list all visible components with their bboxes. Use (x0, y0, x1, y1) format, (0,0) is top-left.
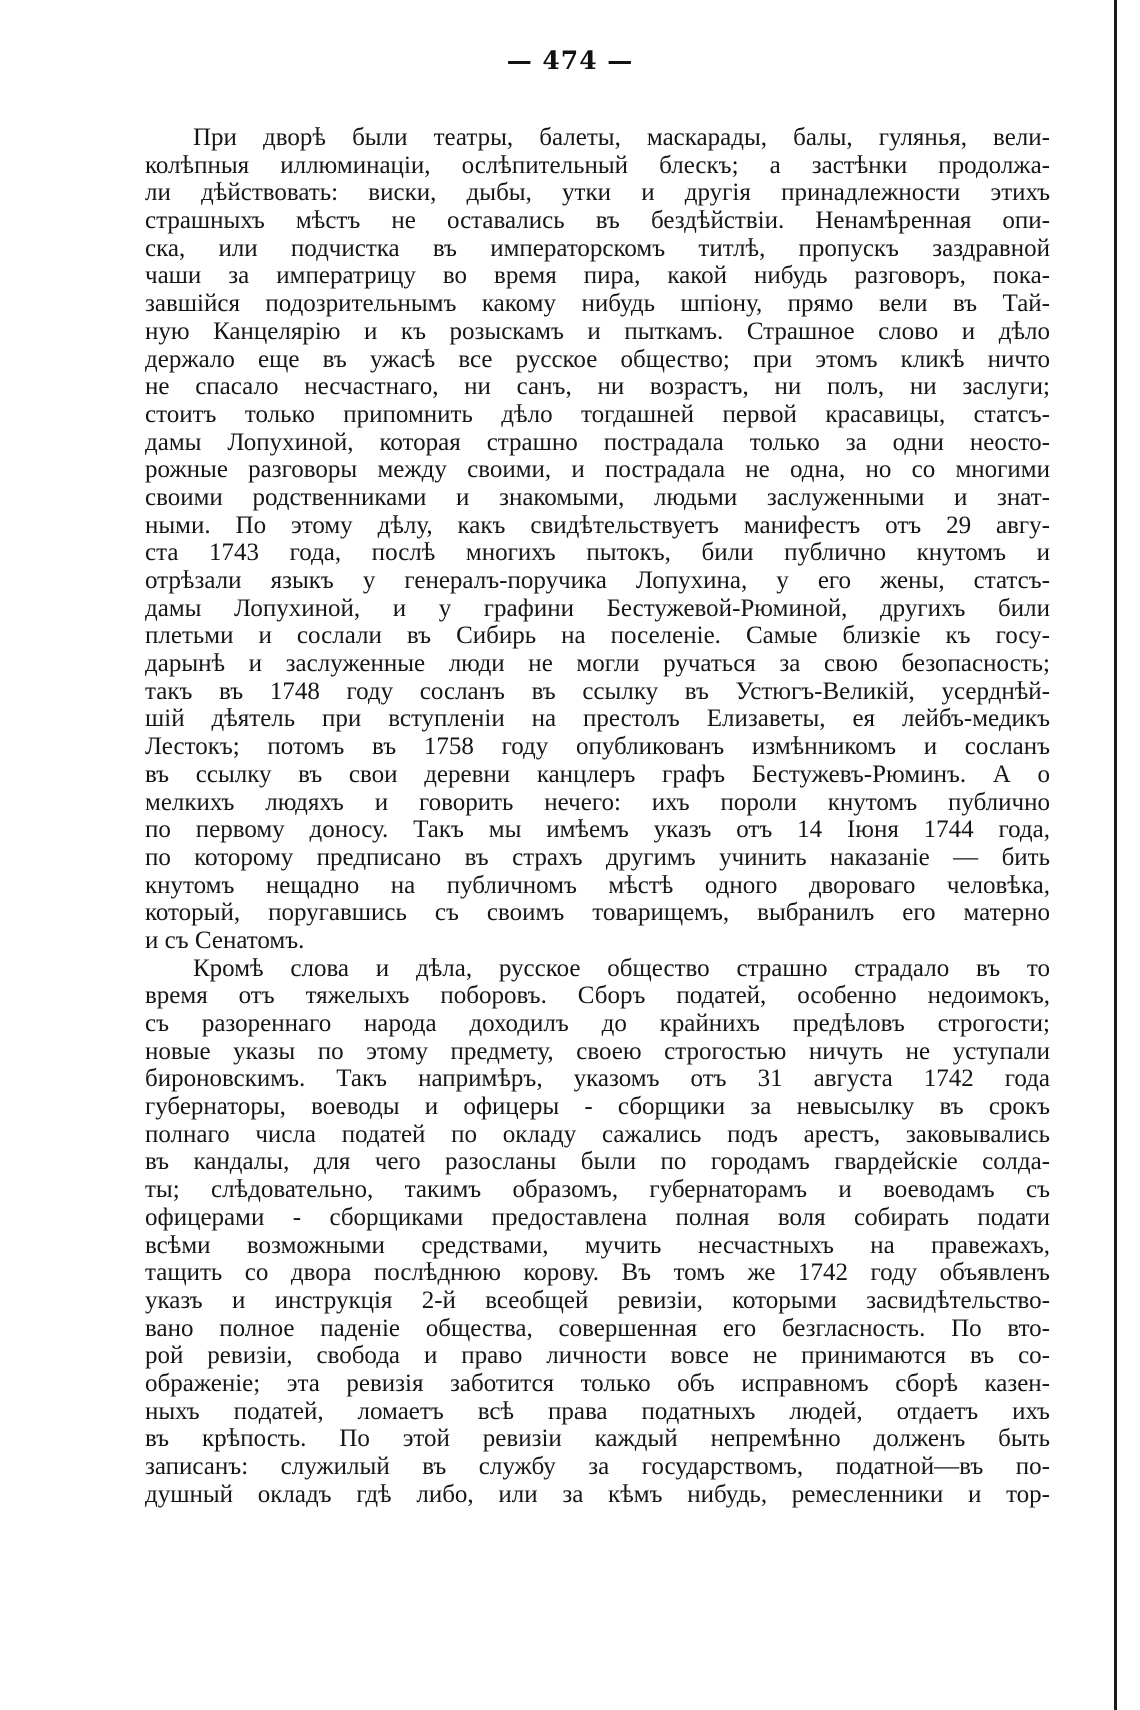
text-line: кнутомъ нещадно на публичномъ мѣстѣ одного двороваго человѣка, (145, 871, 1050, 899)
text-line: ную Канцелярію и къ розыскамъ и пыткамъ. Страшное слово и дѣло (145, 317, 1050, 345)
text-line: вано полное паденіе общества, совершенная его безгласность. По вто- (145, 1314, 1050, 1342)
text-line: который, поругавшись съ своимъ товарищемъ, выбранилъ его матерно (145, 899, 1050, 927)
text-line: колѣпныя иллюминаціи, ослѣпительный блескъ; а застѣнки продолжа- (145, 151, 1050, 179)
text-line: Кромѣ слова и дѣла, русское общество страшно страдало въ то (193, 954, 1050, 982)
text-line: плетьми и сослали въ Сибирь на поселеніе. Самые близкіе къ госу- (145, 622, 1050, 650)
text-line: записанъ: служилый въ службу за государствомъ, податной—въ по- (145, 1453, 1050, 1480)
text-line: При дворѣ были театры, балеты, маскарады, балы, гулянья, вели- (193, 124, 1050, 151)
text-line: своими родственниками и знакомыми, людьми заслуженными и знат- (145, 483, 1050, 511)
text-line: по первому доносу. Такъ мы имѣемъ указъ отъ 14 Іюня 1744 года, (145, 816, 1050, 844)
page-number: — 474 — (506, 46, 634, 75)
text-line: по которому предписано въ страхъ другимъ учинить наказаніе — бить (145, 843, 1050, 871)
text-line: чаши за императрицу во время пира, какой нибудь разговоръ, пока- (145, 262, 1050, 290)
text-line: въ ссылку въ свои деревни канцлеръ графъ Бестужевъ-Рюминъ. А о (145, 760, 1050, 788)
body-text (145, 124, 1050, 1508)
text-line: душный окладъ гдѣ либо, или за кѣмъ нибудь, ремесленники и тор- (145, 1480, 1050, 1508)
text-line: Лестокъ; потомъ въ 1758 году опубликованъ измѣнникомъ и сосланъ (145, 733, 1050, 761)
paragraph-2 (145, 955, 1050, 1509)
text-line: и съ Сенатомъ. (145, 926, 305, 954)
text-line: ли дѣйствовать: виски, дыбы, утки и другія принадлежности этихъ (145, 179, 1050, 207)
text-line: держало еще въ ужасѣ все русское общество; при этомъ кликѣ ничто (145, 345, 1050, 373)
text-line: дамы Лопухиной, и у графини Бестужевой-Рюминой, другихъ били (145, 594, 1050, 622)
text-line: офицерами - сборщиками предоставлена полная воля собирать подати (145, 1203, 1050, 1231)
text-line: шій дѣятель при вступленіи на престолъ Елизаветы, ея лейбъ-медикъ (145, 705, 1050, 733)
text-line: въ кандалы, для чего разосланы были по городамъ гвардейскіе солда- (145, 1148, 1050, 1176)
text-line: всѣми возможными средствами, мучить несчастныхъ на правежахъ, (145, 1231, 1050, 1259)
text-line: полнаго числа податей по окладу сажались подъ арестъ, заковывались (145, 1120, 1050, 1148)
text-line: страшныхъ мѣстъ не оставались въ бездѣйствіи. Ненамѣренная опи- (145, 207, 1050, 235)
text-line: указъ и инструкція 2-й всеобщей ревизіи, которыми засвидѣтельство- (145, 1286, 1050, 1314)
paragraph-1 (145, 124, 1050, 955)
text-line: дарынѣ и заслуженные люди не могли ручаться за свою безопасность; (145, 650, 1050, 678)
text-line: бироновскимъ. Такъ напримѣръ, указомъ отъ 31 августа 1742 года (145, 1065, 1050, 1093)
text-line: ныхъ податей, ломаетъ всѣ права податныхъ людей, отдаетъ ихъ (145, 1397, 1050, 1425)
text-line: тащить со двора послѣднюю корову. Въ томъ же 1742 году объявленъ (145, 1259, 1050, 1287)
text-line: не спасало несчастнаго, ни санъ, ни возрастъ, ни полъ, ни заслуги; (145, 373, 1050, 401)
text-line: ска, или подчистка въ императорскомъ титлѣ, пропускъ заздравной (145, 234, 1050, 262)
text-line: рой ревизіи, свобода и право личности вовсе не принимаются въ со- (145, 1342, 1050, 1370)
text-line: съ разореннаго народа доходилъ до крайнихъ предѣловъ строгости; (145, 1010, 1050, 1037)
text-line: стоитъ только припомнить дѣло тогдашней первой красавицы, статсъ- (145, 400, 1050, 428)
text-line: въ крѣпость. По этой ревизіи каждый непремѣнно долженъ быть (145, 1425, 1050, 1453)
text-line: новые указы по этому предмету, своею строгостью ничуть не уступали (145, 1037, 1050, 1065)
text-line: время отъ тяжелыхъ поборовъ. Сборъ податей, особенно недоимокъ, (145, 982, 1050, 1010)
text-line: ображеніе; эта ревизія заботится только объ исправномъ сборѣ казен- (145, 1369, 1050, 1397)
text-line: отрѣзали языкъ у генералъ-поручика Лопухина, у его жены, статсъ- (145, 567, 1050, 594)
text-line: рожные разговоры между своими, и пострадала не одна, но со многими (145, 456, 1050, 484)
page-edge-line (1114, 0, 1117, 1710)
text-line: ными. По этому дѣлу, какъ свидѣтельствуетъ манифестъ отъ 29 авгу- (145, 511, 1050, 539)
text-line: такъ въ 1748 году сосланъ въ ссылку въ Устюгъ-Великій, усерднѣй- (145, 677, 1050, 705)
text-line: завшійся подозрительнымъ какому нибудь шпіону, прямо вели въ Тай- (145, 290, 1050, 318)
text-line: мелкихъ людяхъ и говорить нечего: ихъ пороли кнутомъ публично (145, 788, 1050, 816)
text-line: губернаторы, воеводы и офицеры - сборщики за невысылку въ срокъ (145, 1093, 1050, 1121)
text-line: ста 1743 года, послѣ многихъ пытокъ, били публично кнутомъ и (145, 539, 1050, 567)
text-line: дамы Лопухиной, которая страшно пострадала только за одни неосто- (145, 428, 1050, 456)
text-line: ты; слѣдовательно, такимъ образомъ, губернаторамъ и воеводамъ съ (145, 1176, 1050, 1204)
